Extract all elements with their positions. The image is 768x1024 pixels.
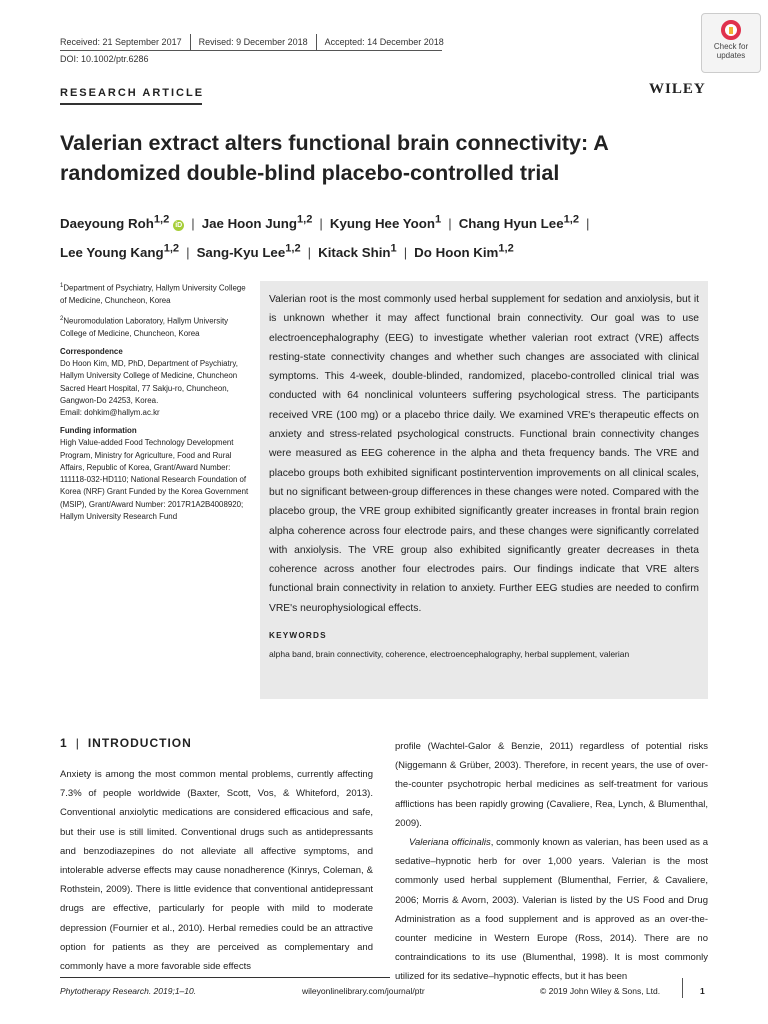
author[interactable]: Kyung Hee Yoon$^1$	[329, 214, 442, 232]
section-heading: 1 | INTRODUCTION	[60, 736, 192, 750]
author[interactable]: Daeyoung Roh$^{1,2}$ iD	[60, 214, 183, 232]
orcid-icon[interactable]: iD	[175, 222, 183, 230]
revised-date: Revised: 9 December 2018	[190, 34, 316, 50]
funding: High Value-added Food Technology Development Program, Ministry for Agriculture, Food and Rural Affairs, Republic of Korea, Grant/Award Number: 111118-032-HD110; National Research Foundation of Korea (NRF) Grant Funded by the Korea Government (MSIP), Grant/Award Number: 2017R1A2B4008920; Hallym University Research Fund	[60, 438, 249, 521]
keywords-heading: KEYWORDS	[269, 631, 327, 641]
correspondence-heading: Correspondence	[60, 347, 123, 357]
author[interactable]: Chang Hyun Lee$^{1,2}$	[458, 214, 580, 232]
journal-url[interactable]: wileyonlinelibrary.com/journal/ptr	[302, 986, 425, 996]
body-column-left	[60, 765, 373, 976]
author[interactable]: Do Hoon Kim$^{1,2}$	[414, 242, 514, 260]
publisher-logo: WILEY	[649, 81, 706, 97]
article-title: Valerian extract alters functional brain connectivity: A randomized double-blind placebo-controlled trial	[60, 131, 609, 185]
affiliation-1: $^1$Department of Psychiatry, Hallym University College of Medicine, Chuncheon, Korea	[60, 283, 246, 305]
page-number: 1	[700, 986, 705, 996]
check-for-updates-badge[interactable]	[701, 13, 761, 73]
accepted-date: Accepted: 14 December 2018	[316, 34, 452, 50]
abstract-box	[260, 281, 708, 699]
author-list: Daeyoung Roh$^{1,2}$ iD | Jae Hoon Jung$^{1,2}$ | Kyung Hee Yoon$^1$ | Chang Hyun Lee$^{1,2}$ | Lee Young Kang$^{1,2}$ | Sang-Kyu Lee$^{1,2}$ | Kitack Shin$^1$ | Do Hoon Kim$^{1,2}$	[60, 214, 590, 260]
email[interactable]: Email: dohkim@hallym.ac.kr	[60, 408, 160, 418]
section-label: RESEARCH ARTICLE	[60, 87, 204, 105]
funding-heading: Funding information	[60, 426, 137, 436]
affiliations	[60, 280, 250, 529]
footer-divider	[682, 978, 683, 998]
paragraph: profile (Wachtel-Galor & Benzie, 2011) regardless of potential risks (Niggemann & Grüber, 2003). Therefore, in recent years, the use of over-the-counter psychotropic herbal medicines as self-treatment for various afflictions has been rapidly growing (Cavaliere, Rea, Lynch, & Blumenthal, 2009).	[395, 741, 708, 829]
author[interactable]: Jae Hoon Jung$^{1,2}$	[201, 214, 313, 232]
author[interactable]: Sang-Kyu Lee$^{1,2}$	[196, 242, 301, 260]
journal-citation: Phytotherapy Research. 2019;1–10.	[60, 986, 197, 996]
received-date: Received: 21 September 2017	[60, 37, 182, 47]
affiliation-2: $^2$Neuromodulation Laboratory, Hallym University College of Medicine, Chuncheon, Korea	[60, 316, 229, 338]
body-column-right	[395, 737, 708, 987]
doi[interactable]: DOI: 10.1002/ptr.6286	[60, 54, 149, 64]
author[interactable]: Kitack Shin$^1$	[318, 242, 397, 260]
correspondence: Do Hoon Kim, MD, PhD, Department of Psychiatry, Hallym University College of Medicine, Chuncheon Sacred Heart Hospital, 77 Sakju-ro, Chuncheon, Gangwon-Do 24253, Korea.	[60, 359, 238, 405]
author[interactable]: Lee Young Kang$^{1,2}$	[60, 242, 180, 260]
header-rule	[60, 50, 442, 51]
keywords: alpha band, brain connectivity, coherence, electroencephalography, herbal supplement, valerian	[269, 649, 630, 660]
badge-line-1: Check for	[713, 42, 749, 51]
footer-rule	[60, 977, 390, 978]
check-updates-icon	[721, 20, 741, 40]
copyright: © 2019 John Wiley & Sons, Ltd.	[540, 986, 661, 996]
badge-line-2: updates	[716, 51, 746, 60]
paragraph: Anxiety is among the most common mental problems, currently affecting 7.3% of people worldwide (Baxter, Scott, Vos, & Whiteford, 2013). Conventional anxiolytic medications are considered efficacious and safe, but their use is still limited. Conventional drugs such as antidepressants and benzodiazepines do not alleviate all affective symptoms, and intolerable adverse effects may cause nonadherence (Kinrys, Coleman, & Rothstein, 2009). There is little evidence that conventional antidepressant drugs are effective, particularly for people with mild to moderate depression (Fournier et al., 2010). Herbal remedies could be an attractive option for patients as they are perceived as complementary and commonly have a more favorable side effects	[60, 769, 373, 973]
article-dates	[60, 34, 452, 50]
paragraph: Valeriana officinalis, commonly known as valerian, has been used as a sedative–hypnotic herb for over 1,000 years. Valerian is the most commonly used herbal supplement (Blumenthal, Ferrier, & Cavaliere, 2006; Morris & Avorn, 2003). Valerian is listed by the US Food and Drug Administration as a food supplement and is approved as an over-the-counter medicine in Western Europe (Ross, 2014). There are no contraindications to its use (Blumenthal, 1998). It is most commonly utilized for its sedative–hypnotic effects, but it has been	[395, 837, 708, 983]
abstract-text: Valerian root is the most commonly used herbal supplement for sedation and anxiolysis, but it is unknown whether it may affect functional brain connectivity. Our goal was to use electroencephalography (EEG) to investigate whether valerian root extract (VRE) affects resting-state connectivity changes and whether such changes are associated with clinical symptoms. This 4-week, double-blinded, randomized, placebo-controlled clinical trial was conducted with 64 nonclinical volunteers suffering psychological stress. The participants received VRE (100 mg) or a placebo thrice daily. We examined VRE's therapeutic effects on anxiety and stress-related psychological constructs. Functional brain connectivity changes were measured as EEG coherence in the alpha and theta frequency bands. The VRE and placebo groups both exhibited significant postintervention improvements on all clinical scales, but no significant between-group differences in these changes were noted. Compared with the placebo group, the VRE group exhibited significantly greater increases in frontal brain region alpha coherence across four electrode pairs, and these changes were significantly correlated with anxiolysis. The VRE group also exhibited significantly greater decreases in theta coherence across another four electrodes pairs. Our findings indicate that VRE alters functional brain connectivity in relation to anxiety. Further EEG studies are needed to confirm VRE's neurophysiological effects.	[269, 294, 699, 614]
